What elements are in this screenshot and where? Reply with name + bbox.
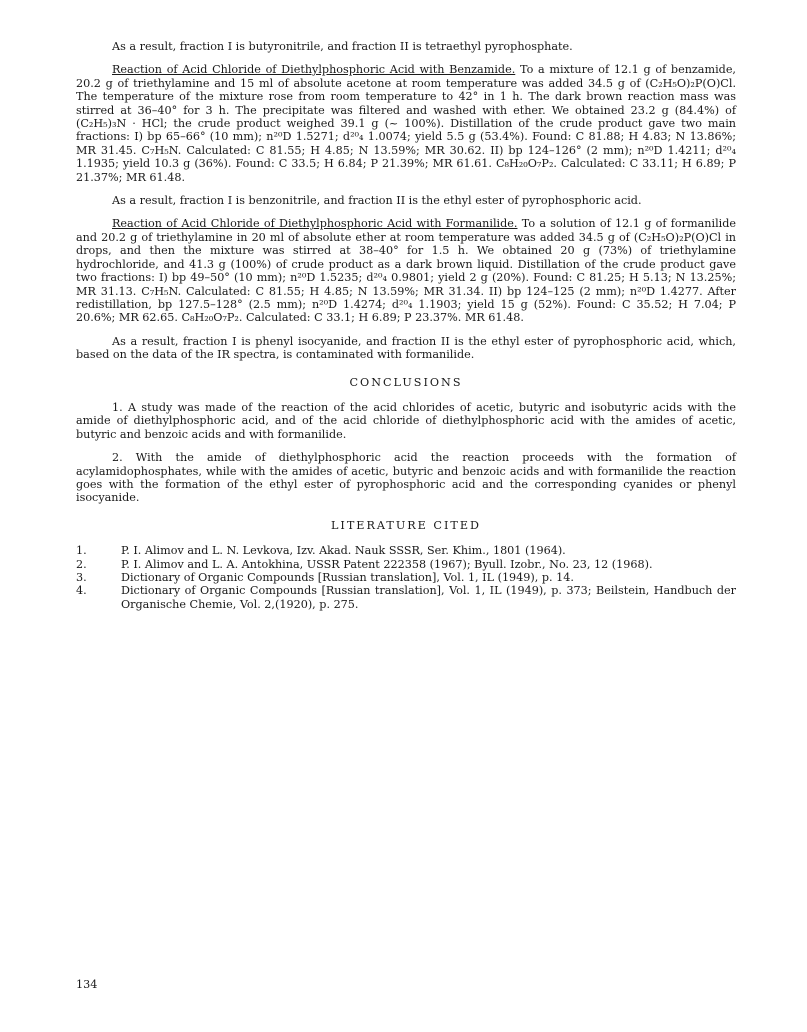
paragraph-body-formanilide: To a solution of 12.1 g of formanilide and 20.2 g of triethylamine in 20 ml of absolute ether at room temperature was added 34.5 g of (C₂H₅O)₂P(O)Cl in drops, and then the mixture was stirred at 38–40° for 1.5 h. We obtained 20 g (73%) of triethylamine hydrochloride, and 41.3 g (100%) of crude product as a dark brown liquid. Distillation of the crude product gave two fractions: I) bp 49–50° (10 mm); n²⁰D 1.5235; d²⁰₄ 0.9801; yield 2 g (20%). Found: C 81.25; H 5.13; N 13.25%; MR 31.13. C₇H₅N. Calculated: C 81.55; H 4.85; N 13.59%; MR 31.34. II) bp 124–125 (2 mm); n²⁰D 1.4277. After redistillation, bp 127.5–128° (2.5 mm); n²⁰D 1.4274; d²⁰₄ 1.1903; yield 15 g (52%). Found: C 35.52; H 7.04; P 20.6%; MR 62.65. C₈H₂₀O₇P₂. Calculated: C 33.1; H 6.89; P 23.37%. MR 61.48. bbox=[76, 217, 737, 325]
paragraph-result-benzonitrile: As a result, fraction I is benzonitrile, and fraction II is the ethyl ester of pyrophosphoric acid. bbox=[112, 194, 642, 208]
conclusions-heading: CONCLUSIONS bbox=[349, 375, 463, 389]
paragraph-body-benzamide: To a mixture of 12.1 g of benzamide, 20.2 g of triethylamine and 15 ml of absolute acetone at room temperature was added 34.5 g of (C₂H₅O)₂P(O)Cl. The temperature of the mixture rose from room temperature to 42° in 1 h. The dark brown reaction mass was stirred at 36–40° for 3 h. The precipitate was filtered and washed with ether. We obtained 23.2 g (84.4%) of (C₂H₅)₃N · HCl; the crude product weighed 39.1 g (~ 100%). Distillation of the crude product gave two main fractions: I) bp 65–66° (10 mm); n²⁰D 1.5271; d²⁰₄ 1.0074; yield 5.5 g (53.4%). Found: C 81.88; H 4.83; N 13.86%; MR 31.45. C₇H₅N. Calculated: C 81.55; H 4.85; N 13.59%; MR 30.62. II) bp 124–126° (2 mm); n²⁰D 1.4211; d²⁰₄ 1.1935; yield 10.3 g (36%). Found: C 33.5; H 6.84; P 21.39%; MR 61.61. C₈H₂₀O₇P₂. Calculated: C 33.11; H 6.89; P 21.37%; MR 61.48. bbox=[76, 63, 736, 184]
reference-item bbox=[76, 571, 736, 584]
paragraph-formanilide-reaction bbox=[76, 217, 736, 324]
section-heading-formanilide: Reaction of Acid Chloride of Diethylphosphoric Acid with Formanilide. bbox=[112, 217, 518, 231]
reference-number: 2. bbox=[76, 557, 87, 571]
reference-number: 4. bbox=[76, 584, 87, 598]
conclusion-item-1: 1. A study was made of the reaction of the acid chlorides of acetic, butyric and isobutyric acids with the amide of diethylphosphoric acid, and of the acid chloride of diethylphosphoric acid with the amides of acetic, butyric and benzoic acids and with formanilide. bbox=[76, 400, 736, 441]
literature-heading: LITERATURE CITED bbox=[331, 518, 481, 532]
paragraph-result-butyronitrile: As a result, fraction I is butyronitrile, and fraction II is tetraethyl pyrophosphate. bbox=[112, 40, 573, 53]
reference-text: P. I. Alimov and L. A. Antokhina, USSR Patent 222358 (1967); Byull. Izobr., No. 23, 12 (1968). bbox=[121, 557, 653, 571]
reference-item bbox=[76, 544, 736, 557]
reference-number: 3. bbox=[76, 571, 87, 584]
reference-number: 1. bbox=[76, 544, 87, 558]
section-heading-benzamide: Reaction of Acid Chloride of Diethylphosphoric Acid with Benzamide. bbox=[112, 63, 516, 77]
reference-text: Dictionary of Organic Compounds [Russian translation], Vol. 1, IL (1949), p. 14. bbox=[121, 571, 574, 584]
reference-item bbox=[76, 558, 736, 571]
paragraph-benzamide-reaction bbox=[76, 63, 736, 184]
conclusion-item-2: 2. With the amide of diethylphosphoric acid the reaction proceeds with the formation of acylamidophosphates, while with the amides of acetic, butyric and benzoic acids and with formanilide the reaction goes with the formation of the ethyl ester of pyrophosphoric acid and the corresponding cyanides or phenyl isocyanide. bbox=[76, 451, 736, 505]
reference-text: P. I. Alimov and L. N. Levkova, Izv. Akad. Nauk SSSR, Ser. Khim., 1801 (1964). bbox=[121, 544, 566, 558]
reference-item bbox=[76, 584, 736, 611]
reference-text: Dictionary of Organic Compounds [Russian translation], Vol. 1, IL (1949), p. 373; Beilstein, Handbuch der Organische Chemie, Vol. 2,(1920), p. 275. bbox=[121, 584, 736, 611]
page-number: 134 bbox=[76, 978, 98, 991]
reference-list bbox=[76, 544, 736, 611]
document-page bbox=[76, 40, 736, 611]
paragraph-result-isocyanide: As a result, fraction I is phenyl isocyanide, and fraction II is the ethyl ester of pyrophosphoric acid, which, based on the data of the IR spectra, is contaminated with formanilide. bbox=[76, 334, 736, 362]
